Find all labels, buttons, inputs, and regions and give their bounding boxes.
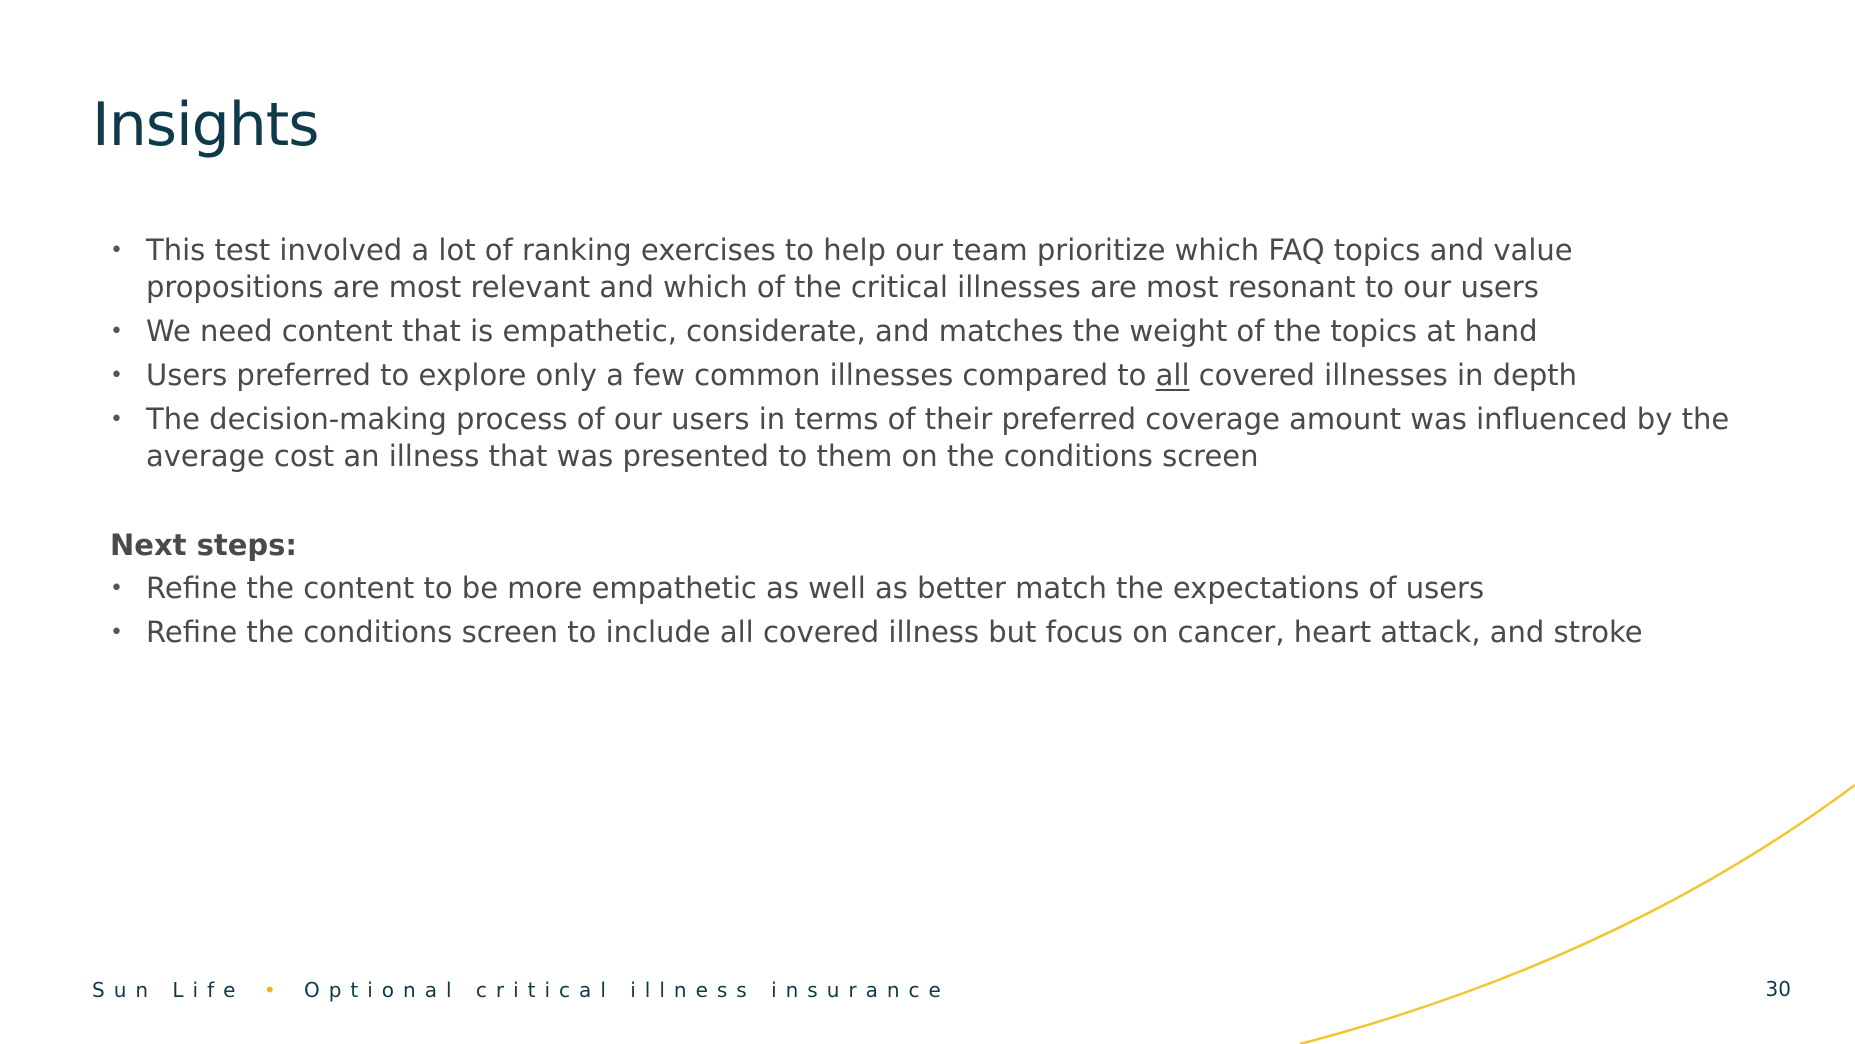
page-title: Insights <box>92 90 319 160</box>
list-item: • The decision-making process of our users in terms of their preferred coverage amount was influenced by the average cost an illness that was presented to them on the conditions screen <box>110 401 1750 475</box>
list-item-text: Users preferred to explore only a few common illnesses compared to <box>146 358 1156 392</box>
next-steps-list <box>110 570 1750 651</box>
list-item: • Refine the content to be more empathetic as well as better match the expectations of users <box>110 570 1750 607</box>
brand-name: Sun Life <box>92 978 245 1002</box>
list-item: • Refine the conditions screen to include all covered illness but focus on cancer, heart attack, and stroke <box>110 614 1750 651</box>
list-item: • We need content that is empathetic, considerate, and matches the weight of the topics at hand <box>110 313 1750 350</box>
emphasis-text: all <box>1155 358 1190 392</box>
list-item-text: covered illnesses in depth <box>1189 358 1578 392</box>
next-steps-heading: Next steps: <box>110 528 298 562</box>
separator-dot: • <box>263 978 285 1002</box>
page-number: 30 <box>1765 977 1791 1001</box>
footer-subtitle: Optional critical illness insurance <box>303 978 950 1002</box>
list-item <box>110 357 1750 394</box>
footer <box>92 978 950 1002</box>
slide-content <box>110 232 1750 658</box>
insights-list <box>110 232 1750 475</box>
list-item: • This test involved a lot of ranking exercises to help our team prioritize which FAQ topics and value propositions are most relevant and which of the critical illnesses are most resonant to our users <box>110 232 1750 306</box>
